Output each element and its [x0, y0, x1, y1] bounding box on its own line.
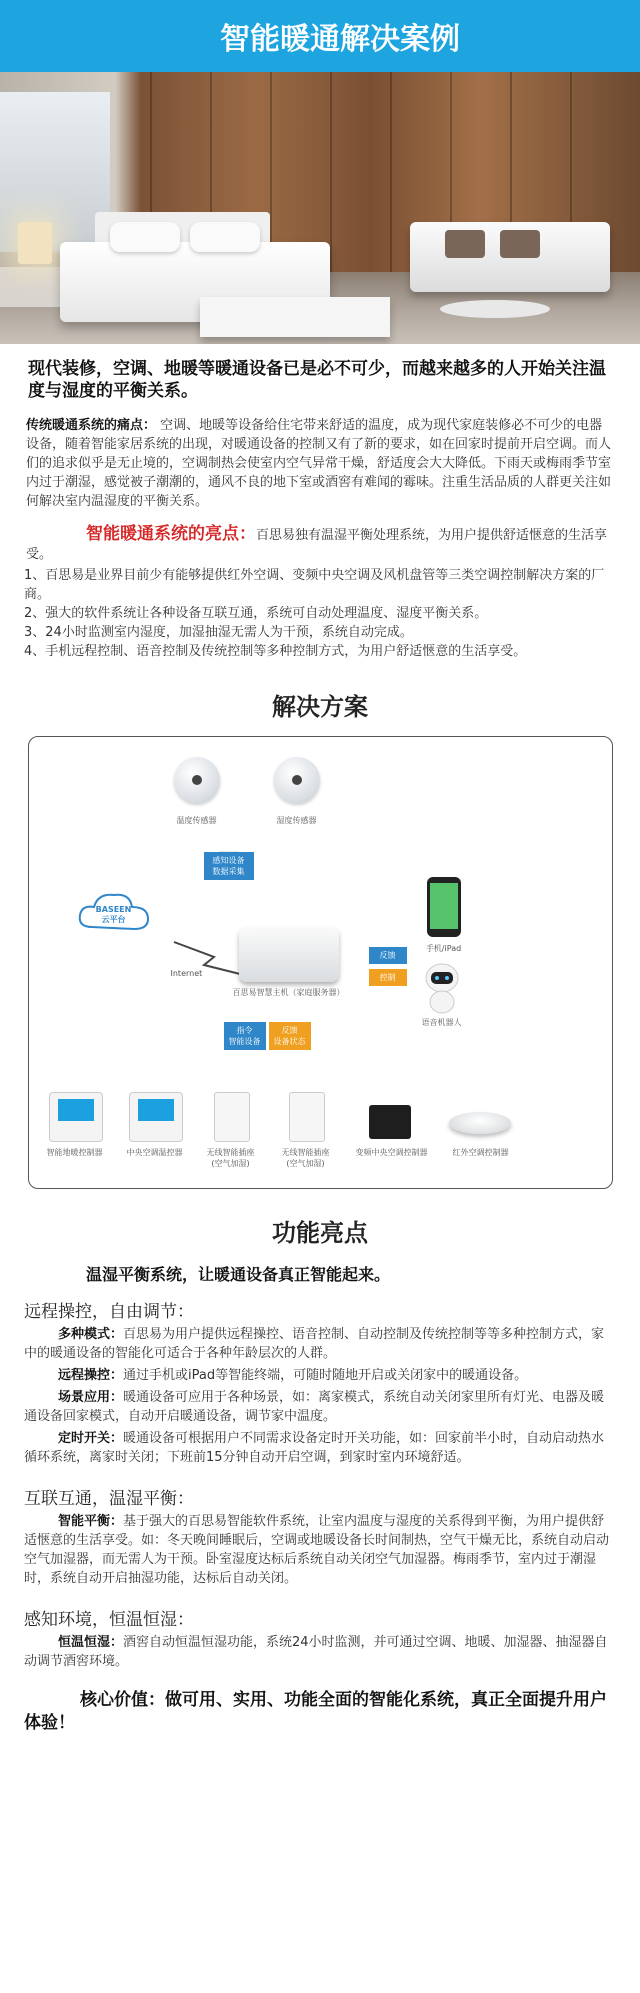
- list-item: 4、手机远程控制、语音控制及传统控制等多种控制方式，为用户舒适惬意的生活享受。: [24, 644, 527, 659]
- device-label: 无线智能插座 (空气加湿): [281, 1148, 330, 1168]
- group-heading: 感知环境，恒温恒湿：: [24, 1610, 194, 1630]
- wireless-socket-icon: [214, 1092, 250, 1142]
- page-title: 智能暖通解决案例: [220, 22, 460, 57]
- group-heading: 互联互通，温湿平衡：: [24, 1489, 194, 1509]
- highlight-text: 百思易独有温湿平衡处理系统，为用户提供舒适惬意的生活享受。: [26, 528, 608, 562]
- page-header: [0, 0, 640, 72]
- feature-item: 智能平衡：基于强大的百思易智能软件系统，让室内温度与湿度的关系得到平衡，为用户提供舒适惬意的生活享受。如：冬天晚间睡眠后，空调或地暖设备长时间制热，空气干燥无比，系统自动启动空气加湿器，而无需人为干预。卧室湿度达标后系统自动关闭空气加湿器。梅雨季节，室内过于潮湿时，系统自动开启抽湿功能，达标后自动关闭。: [24, 1514, 610, 1586]
- pain-paragraph: [0, 416, 640, 511]
- feature-item: 场景应用：暖通设备可应用于各种场景，如：离家模式，系统自动关闭家里所有灯光、电器及暖通设备回家模式，自动开启暖通设备，调节家中温度。: [24, 1390, 605, 1424]
- device-label: 中央空调温控器: [126, 1148, 183, 1157]
- floor-heating-controller-icon: [49, 1092, 103, 1142]
- robot-label: 语音机器人: [421, 1018, 462, 1027]
- list-item: 2、强大的软件系统让各种设备互联互通，系统可自动处理温度、湿度平衡关系。: [24, 606, 488, 621]
- smart-hub-icon: [239, 927, 339, 982]
- robot-icon: [422, 962, 462, 1014]
- feature-item: 定时开关：暖通设备可根据用户不同需求设备定时开关功能，如：回家前半小时，自动启动热水循环系统，离家时关闭；下班前15分钟自动开启空调，到家时室内环境舒适。: [24, 1431, 605, 1465]
- feedback-tag: 反馈: [369, 947, 407, 964]
- control-tag: 控制: [369, 969, 407, 986]
- pain-text: 空调、地暖等设备给住宅带来舒适的温度，成为现代家庭装修必不可少的电器设备，随着智能家居系统的出现，对暖通设备的控制又有了新的要求，如在回家时提前开启空调。而人们的追求似乎是无止境的，空调制热会使室内空气异常干燥，舒适度会大大降低。下雨天或梅雨季节室内过于潮湿，感觉被子潮潮的，通风不良的地下室或酒窖有难闻的霉味。注重生活品质的人群更关注如何解决室内温湿度的平衡关系。: [26, 418, 612, 509]
- highlight-points: [0, 566, 640, 661]
- sensor-label: 湿度传感器: [276, 816, 317, 825]
- solution-title: 解决方案: [272, 693, 368, 721]
- solution-diagram: [28, 736, 613, 1189]
- highlight-paragraph: [0, 525, 640, 564]
- feature-item: 多种模式：百思易为用户提供远程操控、语音控制、自动控制及传统控制等等多种控制方式，家中的暖通设备的智能化可适合于各种年龄层次的人群。: [24, 1327, 605, 1361]
- features-subtitle: 温湿平衡系统，让暖通设备真正智能起来。: [86, 1265, 391, 1284]
- phone-label: 手机/iPad: [425, 944, 462, 953]
- device-label: 智能地暖控制器: [46, 1148, 103, 1157]
- hub-label: 百思易智慧主机（家庭服务器）: [232, 988, 345, 997]
- cloud-label: BASEEN 云平台: [95, 905, 132, 924]
- device-label: 变频中央空调控制器: [355, 1148, 428, 1157]
- device-label: 无线智能插座 (空气加湿): [206, 1148, 255, 1168]
- command-box: 指令 智能设备: [224, 1022, 266, 1050]
- ir-ac-controller-icon: [449, 1112, 511, 1134]
- phone-icon: [427, 877, 461, 937]
- report-box: 反馈 设备状态: [269, 1022, 311, 1050]
- sensor-label: 温度传感器: [176, 816, 217, 825]
- humidity-sensor-icon: [274, 757, 320, 803]
- features-title: 功能亮点: [272, 1219, 368, 1247]
- device-label: 红外空调控制器: [452, 1148, 509, 1157]
- list-item: 3、24小时监测室内湿度，加湿抽湿无需人为干预，系统自动完成。: [24, 625, 413, 640]
- vrf-ac-controller-icon: [369, 1105, 411, 1139]
- feature-item: 恒温恒湿：酒窖自动恒温恒湿功能，系统24小时监测，并可通过空调、地暖、加湿器、抽湿器自动调节酒窖环境。: [24, 1635, 608, 1669]
- intro-lead: 现代装修，空调、地暖等暖通设备已是必不可少，而越来越多的人开始关注温度与湿度的平衡关系。: [28, 359, 606, 401]
- highlight-label: 智能暖通系统的亮点：: [86, 524, 256, 544]
- feature-item: 远程操控：通过手机或iPad等智能终端，可随时随地开启或关闭家中的暖通设备。: [58, 1368, 528, 1383]
- central-ac-thermostat-icon: [129, 1092, 183, 1142]
- temperature-sensor-icon: [174, 757, 220, 803]
- hero-bedroom-image: [0, 72, 640, 344]
- internet-label: Internet: [170, 969, 203, 978]
- group-heading: 远程操控，自由调节：: [24, 1302, 194, 1322]
- core-value: 核心价值：做可用、实用、功能全面的智能化系统，真正全面提升用户体验！: [24, 1690, 607, 1733]
- list-item: 1、百思易是业界目前少有能够提供红外空调、变频中央空调及风机盘管等三类空调控制解决方案的厂商。: [24, 568, 605, 602]
- sense-device-box: 感知设备 数据采集: [204, 852, 254, 880]
- wireless-socket-icon: [289, 1092, 325, 1142]
- pain-label: 传统暖通系统的痛点：: [26, 418, 157, 433]
